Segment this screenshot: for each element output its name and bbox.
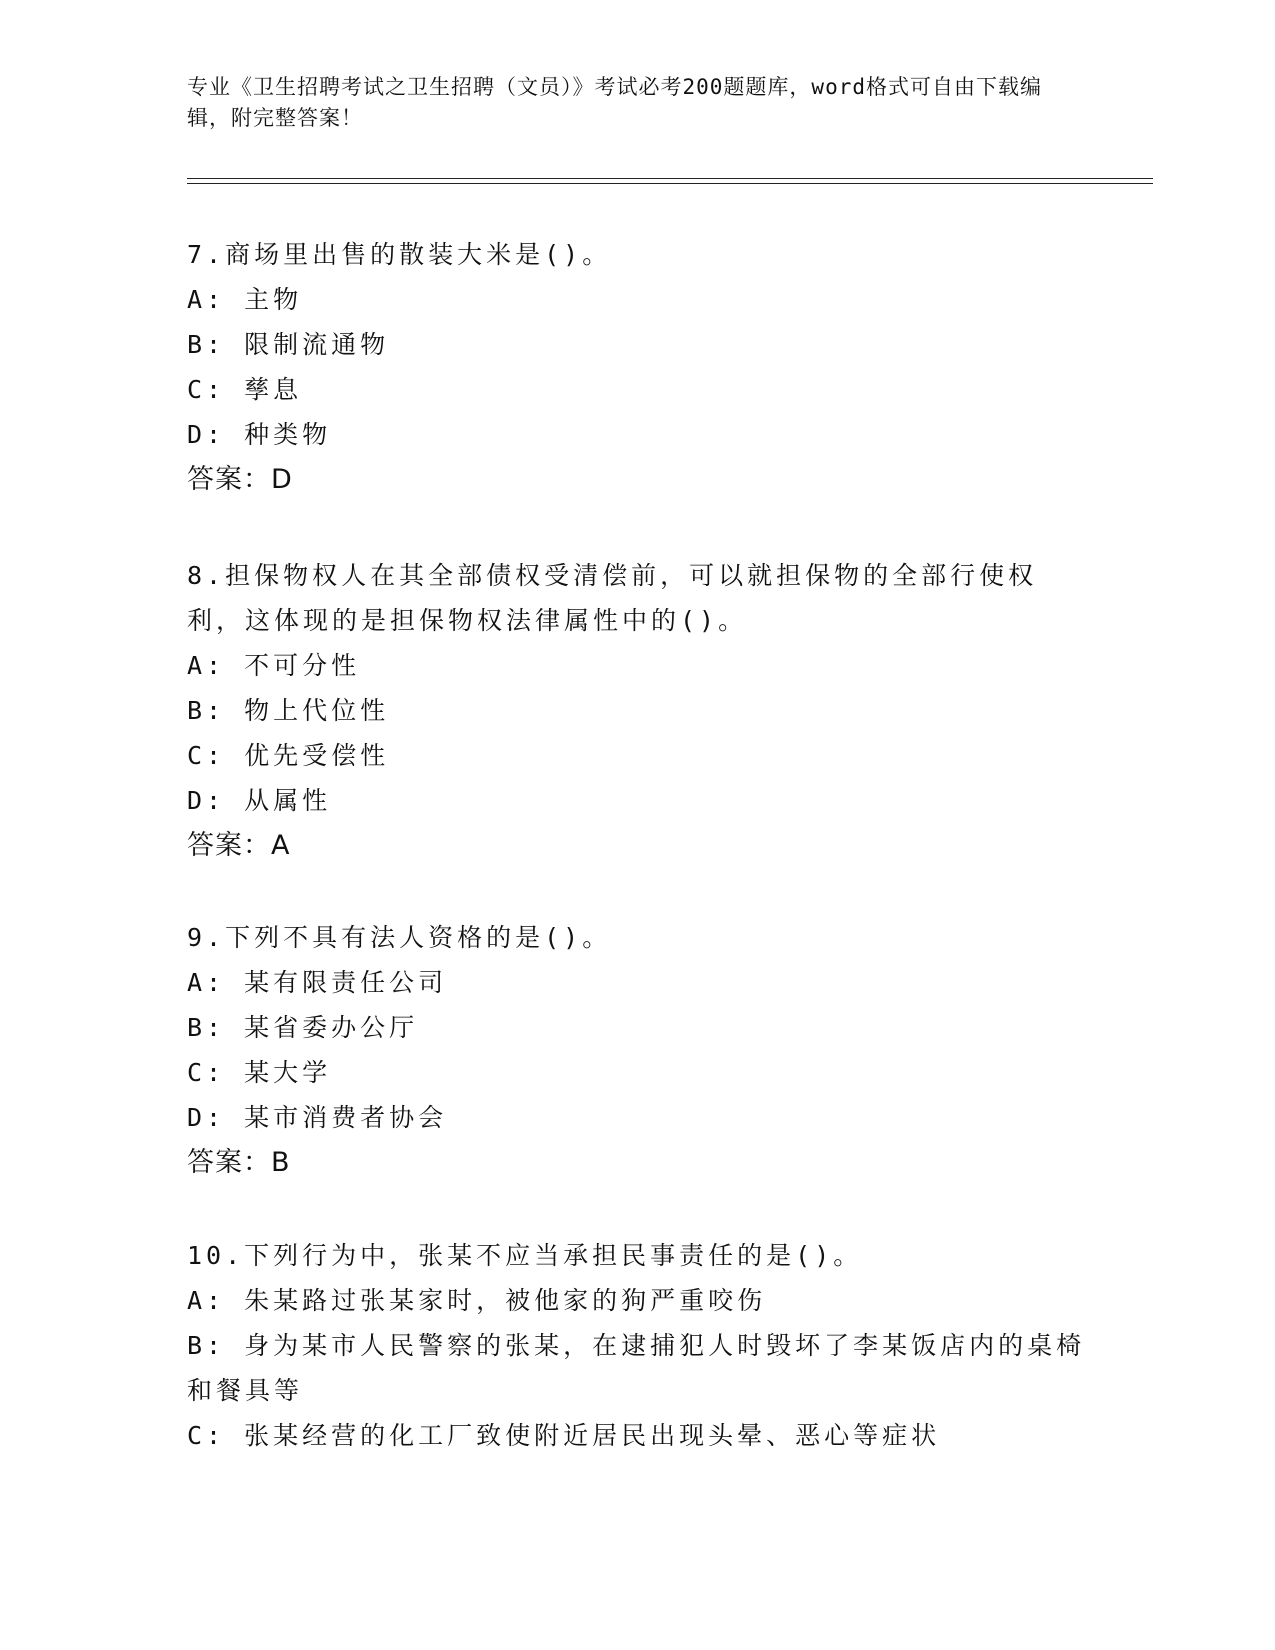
- document-header: 专业《卫生招聘考试之卫生招聘（文员）》考试必考200题题库，word格式可自由下载编辑，附完整答案！: [187, 75, 1042, 130]
- question-stem: 10.下列行为中，张某不应当承担民事责任的是()。: [187, 1241, 863, 1270]
- option-b: B: 某省委办公厅: [187, 1013, 419, 1042]
- option-c: C: 孳息: [187, 375, 303, 404]
- question-stem: 9.下列不具有法人资格的是()。: [187, 923, 612, 952]
- question-stem: 8.担保物权人在其全部债权受清偿前，可以就担保物的全部行使权利，这体现的是担保物权法律属性中的()。: [187, 561, 1038, 635]
- option-c: C: 某大学: [187, 1058, 332, 1087]
- option-c: C: 优先受偿性: [187, 741, 390, 770]
- question-8: [187, 553, 1087, 868]
- answer: 答案：D: [187, 464, 293, 495]
- option-d: D: 种类物: [187, 420, 332, 449]
- answer: 答案：B: [187, 1147, 291, 1178]
- header-divider-bottom: [187, 183, 1153, 184]
- question-stem: 7.商场里出售的散装大米是()。: [187, 240, 612, 269]
- option-a: A: 某有限责任公司: [187, 968, 448, 997]
- option-d: D: 某市消费者协会: [187, 1103, 448, 1132]
- question-9: [187, 915, 1087, 1185]
- option-b: B: 身为某市人民警察的张某，在逮捕犯人时毁坏了李某饭店内的桌椅和餐具等: [187, 1331, 1086, 1405]
- answer: 答案：A: [187, 830, 291, 861]
- option-b: B: 物上代位性: [187, 696, 390, 725]
- option-a: A: 不可分性: [187, 651, 361, 680]
- header-divider-top: [187, 178, 1153, 179]
- option-b: B: 限制流通物: [187, 330, 390, 359]
- option-d: D: 从属性: [187, 786, 332, 815]
- option-c: C: 张某经营的化工厂致使附近居民出现头晕、恶心等症状: [187, 1421, 941, 1450]
- question-7: [187, 232, 1087, 502]
- option-a: A: 主物: [187, 285, 303, 314]
- question-10: [187, 1233, 1087, 1458]
- option-a: A: 朱某路过张某家时，被他家的狗严重咬伤: [187, 1286, 767, 1315]
